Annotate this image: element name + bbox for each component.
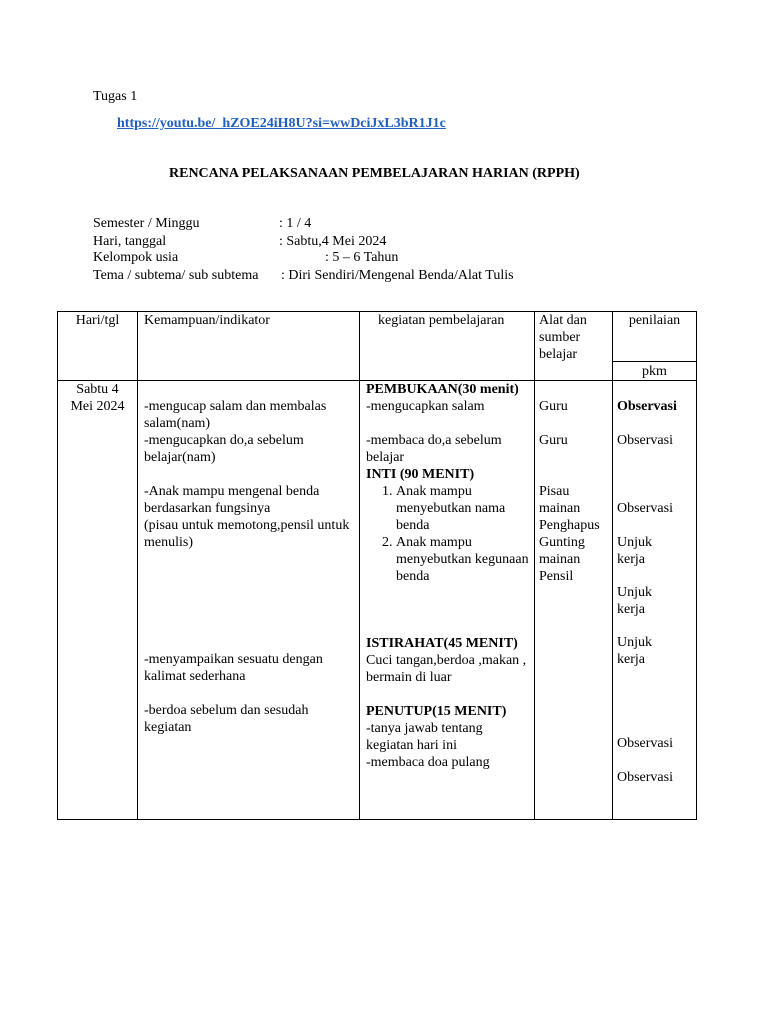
tool-item: Gunting [539, 535, 585, 550]
date-label: Hari, tanggal [93, 234, 167, 249]
tool-item: mainan [539, 552, 581, 567]
assessment-item: Unjuk kerja [617, 635, 652, 667]
header-day: Hari/tgl [58, 312, 138, 381]
closing-title: PENUTUP(15 MENIT) [366, 704, 507, 719]
ability-item: -berdoa sebelum dan sesudah kegiatan [144, 703, 309, 735]
assessment-item: Observasi [617, 501, 673, 516]
header-assessment: penilaian [613, 312, 697, 362]
task-label: Tugas 1 [93, 89, 138, 104]
age-value: : 5 – 6 Tahun [325, 250, 399, 265]
assessment-item: Unjuk kerja [617, 585, 652, 617]
rpph-table [57, 311, 697, 820]
core-steps [366, 483, 530, 585]
header-activity: kegiatan pembelajaran [360, 312, 535, 381]
closing-step: -tanya jawab tentang kegiatan hari ini [366, 721, 483, 753]
assessment-item: Unjuk kerja [617, 535, 652, 567]
ability-item: -menyampaikan sesuatu dengan kalimat sederhana [144, 652, 323, 684]
semester-label: Semester / Minggu [93, 216, 200, 231]
ability-item: -mengucapkan do,a sebelum belajar(nam) [144, 433, 304, 465]
age-label: Kelompok usia [93, 250, 179, 265]
opening-step: -membaca do,a sebelum belajar [366, 433, 502, 465]
ability-item: (pisau untuk memotong,pensil untuk menulis) [144, 518, 350, 550]
video-link[interactable]: https://youtu.be/_hZOE24iH8U?si=wwDciJxL3bR1J1c [117, 116, 446, 131]
ability-cell [138, 381, 360, 820]
tool-item: Pisau [539, 484, 570, 499]
ability-item: -mengucap salam dan membalas salam(nam) [144, 399, 327, 431]
tool-item: Guru [539, 433, 568, 448]
tool-item: Pensil [539, 569, 574, 584]
opening-step: -mengucapkan salam [366, 399, 485, 414]
document-title: RENCANA PELAKSANAAN PEMBELAJARAN HARIAN (RPPH) [169, 166, 580, 181]
core-step: 2. Anak mampu menyebutkan kegunaan benda [396, 534, 530, 585]
theme-value: : Diri Sendiri/Mengenal Benda/Alat Tulis [281, 268, 514, 283]
tool-item: mainan [539, 501, 581, 516]
ability-item: -Anak mampu mengenal benda berdasarkan fungsinya [144, 484, 320, 516]
semester-value: : 1 / 4 [279, 216, 312, 231]
theme-label: Tema / subtema/ sub subtema [93, 268, 259, 283]
break-title: ISTIRAHAT(45 MENIT) [366, 636, 518, 651]
header-tools: Alat dan sumber belajar [535, 312, 613, 381]
date-value: : Sabtu,4 Mei 2024 [279, 234, 387, 249]
activity-cell [360, 381, 535, 820]
tool-item: Guru [539, 399, 568, 414]
tools-cell [535, 381, 613, 820]
day-cell [58, 381, 138, 820]
assessment-item: Observasi [617, 433, 673, 448]
core-title: INTI (90 MENIT) [366, 467, 475, 482]
assessment-item: Observasi [617, 770, 673, 785]
header-ability: Kemampuan/indikator [138, 312, 360, 381]
opening-title: PEMBUKAAN(30 menit) [366, 382, 519, 397]
assessment-item: Observasi [617, 736, 673, 751]
core-step: 1. Anak mampu menyebutkan nama benda [396, 483, 530, 534]
assessment-cell [613, 381, 697, 820]
tool-item: Penghapus [539, 518, 600, 533]
day-value: Sabtu 4 Mei 2024 [70, 382, 125, 414]
break-step: Cuci tangan,berdoa ,makan ,bermain di luar [366, 653, 527, 685]
assessment-item: Observasi [617, 399, 677, 414]
header-assessment-sub: pkm [613, 362, 697, 381]
closing-step: -membaca doa pulang [366, 755, 490, 770]
